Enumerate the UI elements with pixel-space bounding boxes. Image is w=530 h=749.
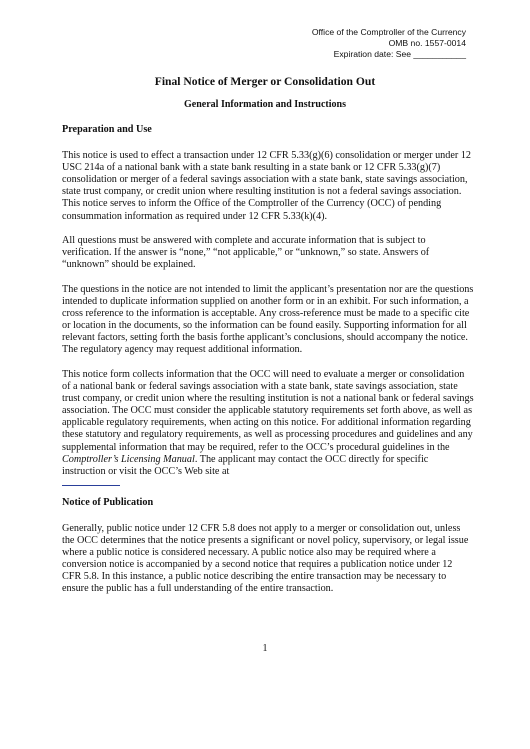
expiration-date: Expiration date: See ___________ (333, 49, 466, 59)
paragraph-purpose: This notice is used to effect a transaction under 12 CFR 5.33(g)(6) consolidation or merger under 12 USC 214a of a national bank with a state bank resulting in a state bank or 12 CFR 5.33(g)(7) consolidation or merger of a federal savings association with a state bank, state savings association, state trust company, or credit union where resulting institution is not a federal savings association. This notice serves to inform the Office of the Comptroller of the Currency (OCC) of pending consummation information as required under 12 CFR 5.33(k)(4). (62, 150, 472, 222)
form-header (312, 27, 466, 60)
occ-website-link[interactable] (62, 478, 120, 486)
paragraph-questions: The questions in the notice are not intended to limit the applicant’s presentation nor are the questions intended to duplicate information supplied on another form or in an exhibit. For such information, a cross reference to the information is acceptable. Any cross-reference must be made to a specific cite or location in the documents, so the information can be found easily. Supporting information for all relevant factors, setting forth the basis forthe applicant’s conclusions, should accompany the notice. The regulatory agency may request additional information. (62, 283, 474, 356)
paragraph-evaluation (62, 369, 474, 478)
evaluation-text-end: . The applicant may contact the OCC directly for specific instruction or visit the OCC’s Web site at (62, 453, 429, 477)
document-subtitle: General Information and Instructions (184, 99, 346, 110)
agency-name: Office of the Comptroller of the Currency (311, 27, 466, 37)
page-number: 1 (262, 643, 268, 654)
omb-number: OMB no. 1557-0014 (388, 38, 466, 48)
section-heading-publication: Notice of Publication (62, 496, 154, 508)
paragraph-answers: All questions must be answered with complete and accurate information that is subject to verification. If the answer is “none,” “not applicable,” or “unknown,” so state. Answers of “unknown” should be explained. (62, 235, 430, 271)
paragraph-publication: Generally, public notice under 12 CFR 5.8 does not apply to a merger or consolidation out, unless the OCC determines that the notice presents a significant or novel policy, supervisory, or legal issue where a public notice is considered necessary. A public notice also may be required where a conversion notice is accompanied by a second notice that requires a publication notice under 12 CFR 5.8. In this instance, a public notice describing the entire transaction may be necessary to ensure the public has a full understanding of the entire transaction. (62, 522, 469, 595)
document-body (62, 124, 474, 608)
evaluation-text-start: This notice form collects information that the OCC will need to evaluate a merger or consolidation of a national bank or federal savings association with a state bank, state savings association, state trust company, or credit union where the resulting institution is not a national bank or federal savings association. The OCC must consider the applicable statutory requirements set forth above, as well as applicable regulatory requirements, when acting on this notice. For additional information regarding these statutory and regulatory requirements, as well as processing procedures and guidelines and any supplemental information that may be required, refer to the OCC’s procedural guidelines in the (62, 369, 474, 453)
licensing-manual-title: Comptroller’s Licensing Manual (62, 453, 195, 465)
document-title: Final Notice of Merger or Consolidation Out (154, 75, 376, 88)
section-heading-preparation: Preparation and Use (62, 124, 152, 135)
